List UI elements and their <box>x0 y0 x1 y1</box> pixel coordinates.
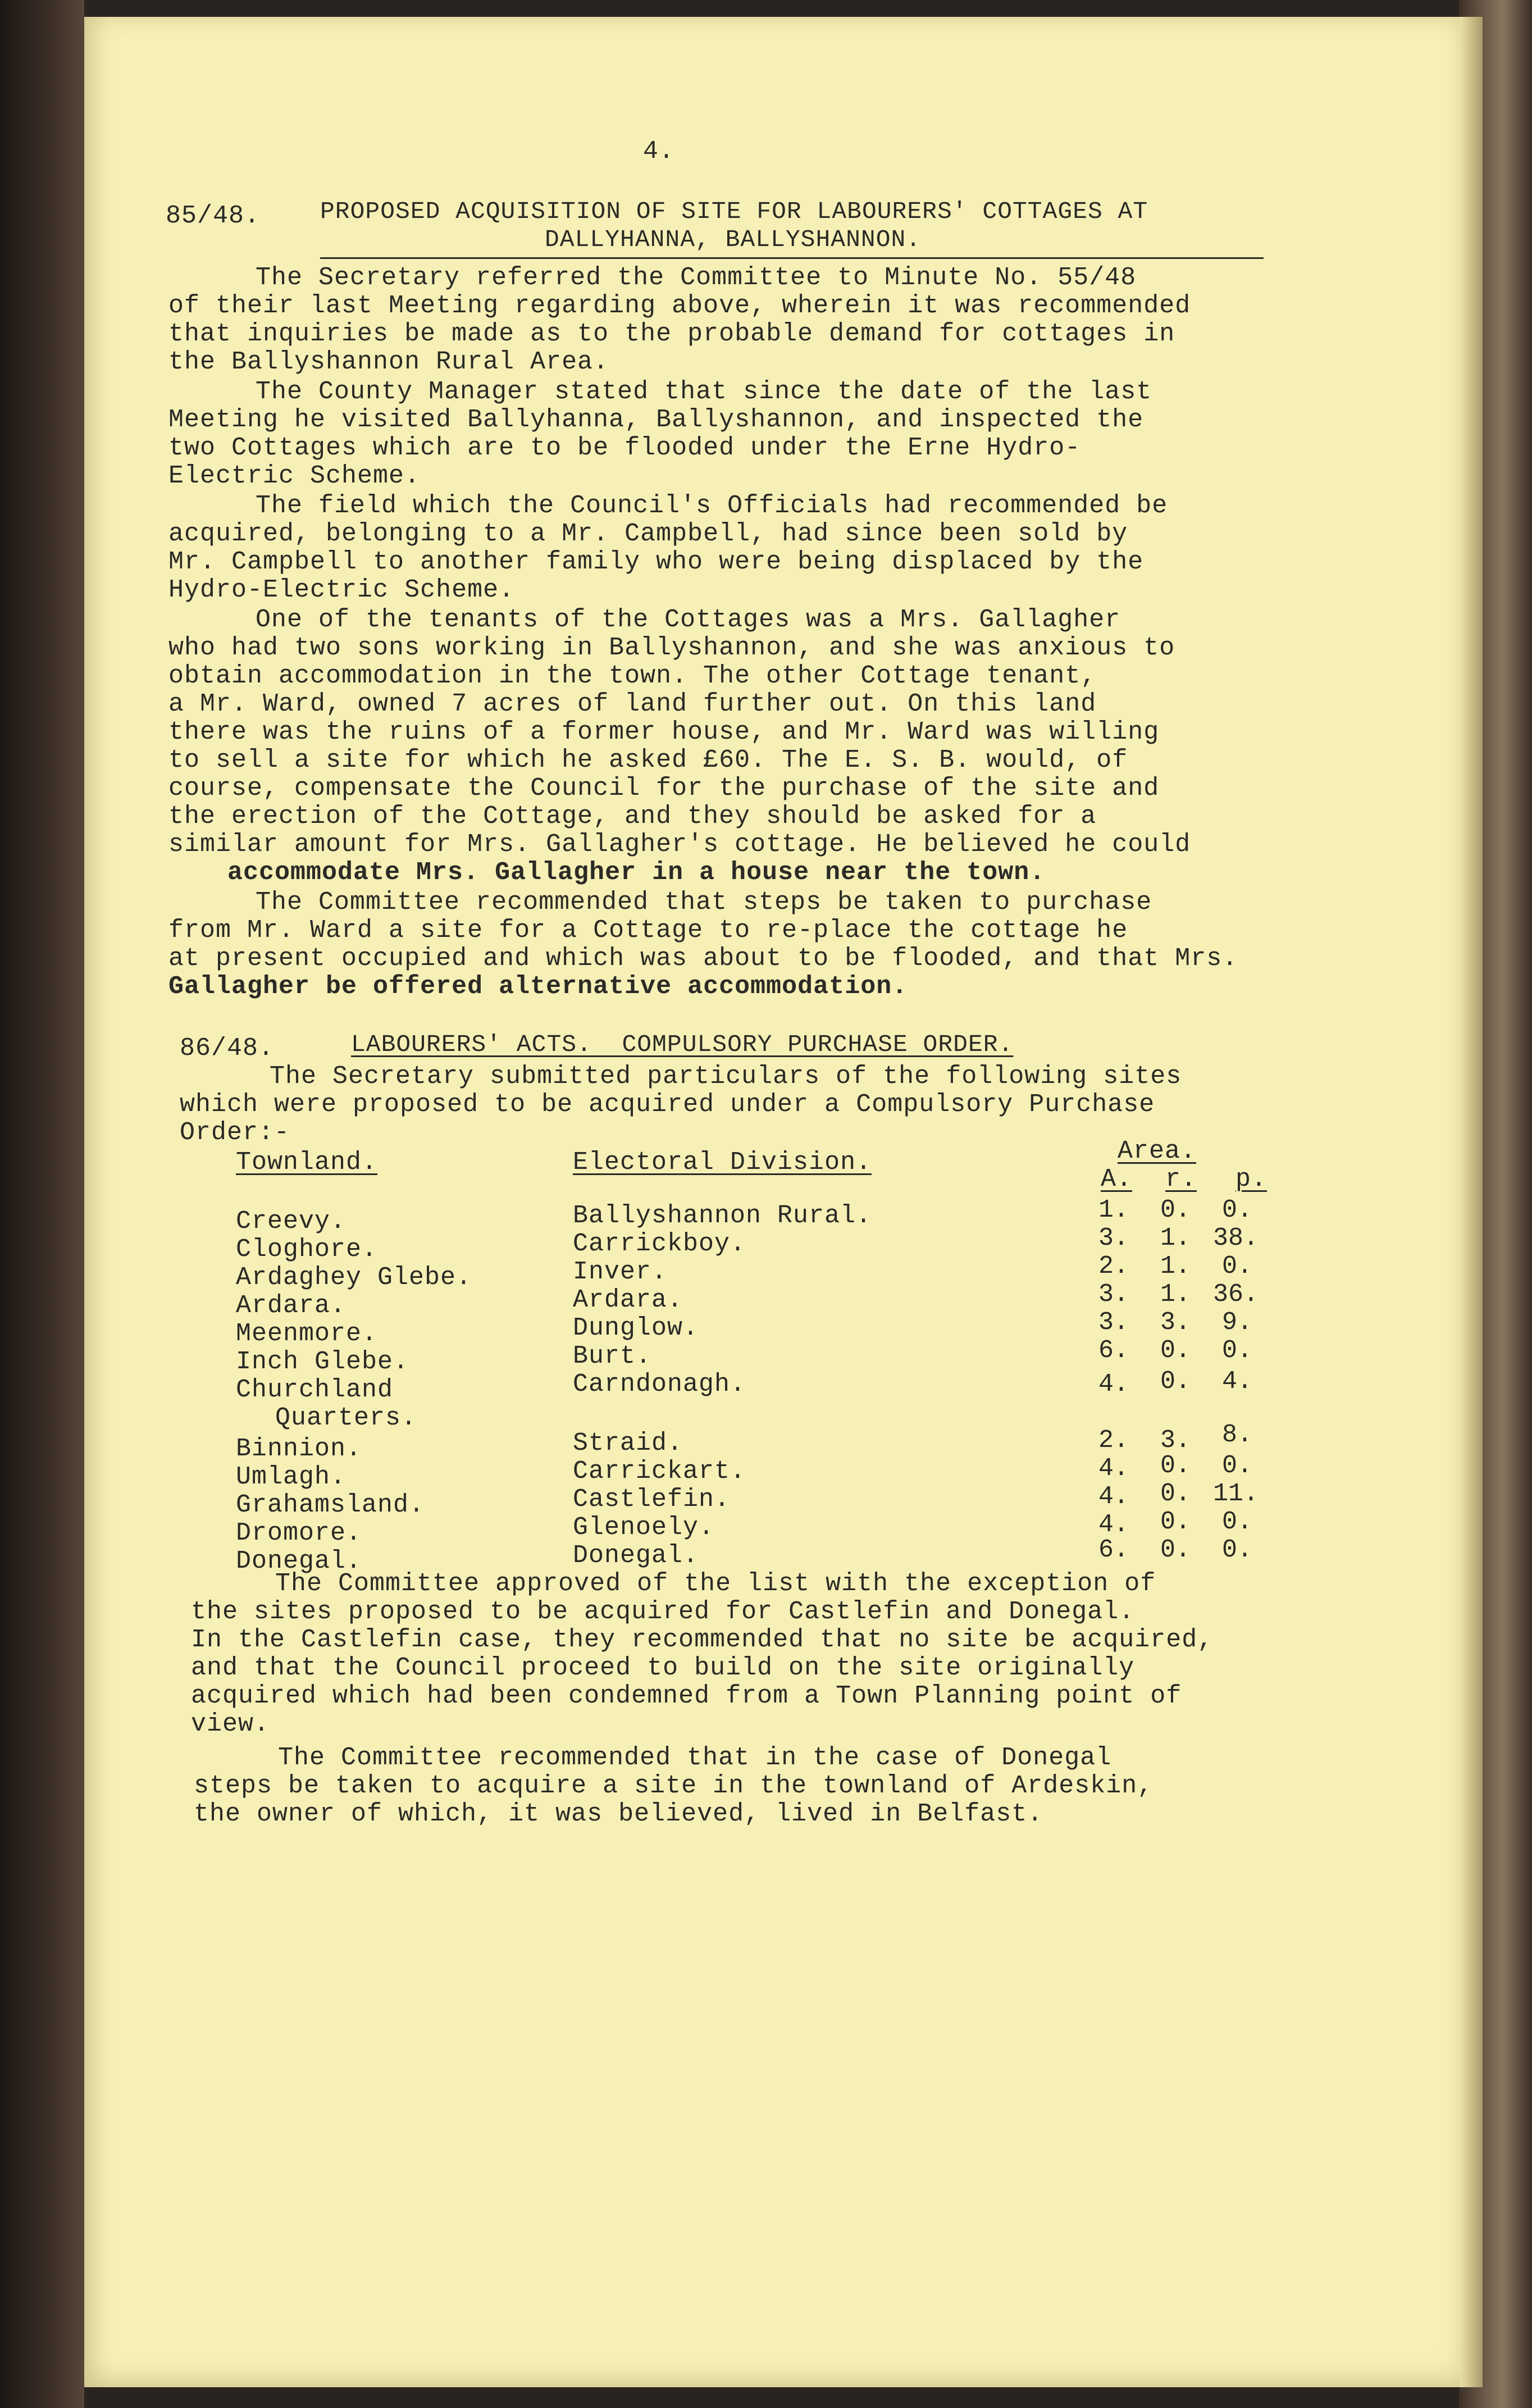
townland-cell: Grahamsland. <box>236 1491 425 1519</box>
townland-cell: Inch Glebe. <box>236 1348 409 1376</box>
division-cell: Ardara. <box>573 1286 683 1314</box>
acres-cell: 2. <box>1098 1426 1129 1455</box>
body-line: Hydro-Electric Scheme. <box>168 576 515 604</box>
acres-cell: 4. <box>1098 1370 1129 1399</box>
closing-line: view. <box>191 1710 270 1738</box>
header-perches: p. <box>1235 1165 1267 1194</box>
perches-cell: 0. <box>1221 1196 1252 1225</box>
book-binding-left <box>0 0 84 2408</box>
body-line: obtain accommodation in the town. The other Cottage tenant, <box>168 662 1097 690</box>
perches-cell: 0. <box>1221 1508 1252 1536</box>
division-cell: Ballyshannon Rural. <box>573 1201 872 1230</box>
body-line: Gallagher be offered alternative accommodation. <box>168 972 908 1001</box>
roods-cell: 0. <box>1160 1508 1191 1536</box>
acres-cell: 3. <box>1098 1308 1129 1337</box>
roods-cell: 0. <box>1160 1536 1191 1564</box>
division-cell: Dunglow. <box>573 1314 699 1342</box>
body-line: two Cottages which are to be flooded under the Erne Hydro- <box>168 434 1081 462</box>
closing-line: The Committee recommended that in the case of Donegal <box>278 1744 1112 1772</box>
body-line: there was the ruins of a former house, and Mr. Ward was willing <box>168 718 1160 746</box>
townland-cell: Donegal. <box>236 1547 362 1576</box>
townland-cell: Ardara. <box>236 1291 346 1320</box>
roods-cell: 0. <box>1160 1196 1191 1225</box>
perches-cell: 0. <box>1221 1451 1252 1480</box>
roods-cell: 0. <box>1160 1480 1191 1508</box>
townland-cell: Quarters. <box>275 1404 417 1432</box>
closing-line: the sites proposed to be acquired for Castlefin and Donegal. <box>191 1597 1135 1626</box>
body-line: a Mr. Ward, owned 7 acres of land further out. On this land <box>168 690 1097 718</box>
perches-cell: 36. <box>1213 1280 1259 1309</box>
division-cell: Castlefin. <box>573 1485 731 1514</box>
body-line: Meeting he visited Ballyhanna, Ballyshannon, and inspected the <box>168 406 1144 434</box>
acres-cell: 6. <box>1098 1536 1129 1564</box>
closing-line: and that the Council proceed to build on the site originally <box>191 1654 1135 1682</box>
townland-cell: Churchland <box>236 1376 394 1404</box>
roods-cell: 0. <box>1160 1367 1191 1396</box>
body-line: The field which the Council's Officials had recommended be <box>256 491 1168 520</box>
perches-cell: 4. <box>1221 1367 1252 1396</box>
header-acres: A. <box>1101 1165 1133 1194</box>
division-cell: Straid. <box>573 1429 683 1458</box>
closing-line: steps be taken to acquire a site in the townland of Ardeskin, <box>194 1772 1153 1800</box>
body-line: the Ballyshannon Rural Area. <box>168 348 609 376</box>
perches-cell: 9. <box>1221 1308 1252 1337</box>
document-page <box>84 17 1460 2387</box>
header-townland: Townland. <box>236 1148 378 1177</box>
acres-cell: 1. <box>1098 1196 1129 1225</box>
body-line: The Secretary referred the Committee to Minute No. 55/48 <box>256 263 1137 292</box>
body-line: accommodate Mrs. Gallagher in a house near the town. <box>227 858 1046 887</box>
body-line: who had two sons working in Ballyshannon, and she was anxious to <box>168 634 1175 662</box>
division-cell: Carrickart. <box>573 1457 746 1486</box>
intro-line: Order:- <box>180 1118 290 1147</box>
body-line: Electric Scheme. <box>168 462 421 490</box>
minute-85-title-line1: PROPOSED ACQUISITION OF SITE FOR LABOURERS' COTTAGES AT <box>320 198 1148 225</box>
intro-line: The Secretary submitted particulars of the following sites <box>270 1062 1182 1091</box>
header-roods: r. <box>1165 1165 1197 1194</box>
minute-85-number: 85/48. <box>166 202 261 230</box>
acres-cell: 2. <box>1098 1252 1129 1281</box>
division-cell: Donegal. <box>573 1541 699 1570</box>
body-line: acquired, belonging to a Mr. Campbell, had since been sold by <box>168 520 1128 548</box>
division-cell: Carrickboy. <box>573 1230 746 1258</box>
intro-line: which were proposed to be acquired under a Compulsory Purchase <box>180 1090 1155 1119</box>
perches-cell: 0. <box>1221 1252 1252 1281</box>
roods-cell: 3. <box>1160 1426 1191 1455</box>
body-line: Mr. Campbell to another family who were being displaced by the <box>168 548 1144 576</box>
perches-cell: 11. <box>1213 1480 1259 1508</box>
division-cell: Carndonagh. <box>573 1370 746 1399</box>
division-cell: Glenoely. <box>573 1513 715 1542</box>
perches-cell: 8. <box>1221 1421 1252 1449</box>
acres-cell: 4. <box>1098 1482 1129 1511</box>
townland-cell: Creevy. <box>236 1207 346 1236</box>
page-number: 4. <box>643 137 675 166</box>
acres-cell: 6. <box>1098 1336 1129 1365</box>
header-area: Area. <box>1118 1137 1197 1166</box>
perches-cell: 0. <box>1221 1336 1252 1365</box>
closing-line: In the Castlefin case, they recommended that no site be acquired, <box>191 1626 1214 1654</box>
body-line: at present occupied and which was about to be flooded, and that Mrs. <box>168 944 1238 973</box>
body-line: of their last Meeting regarding above, wherein it was recommended <box>168 292 1191 320</box>
townland-cell: Umlagh. <box>236 1463 346 1491</box>
minute-86-title: LABOURERS' ACTS. COMPULSORY PURCHASE ORDER. <box>351 1031 1014 1058</box>
body-line: that inquiries be made as to the probable demand for cottages in <box>168 320 1175 348</box>
closing-line: the owner of which, it was believed, lived in Belfast. <box>194 1800 1043 1828</box>
page-edge <box>1460 17 1483 2387</box>
roods-cell: 0. <box>1160 1336 1191 1365</box>
body-line: similar amount for Mrs. Gallagher's cottage. He believed he could <box>168 830 1191 859</box>
acres-cell: 3. <box>1098 1280 1129 1309</box>
townland-cell: Cloghore. <box>236 1235 378 1264</box>
roods-cell: 1. <box>1160 1224 1191 1253</box>
townland-cell: Binnion. <box>236 1435 362 1463</box>
townland-cell: Meenmore. <box>236 1319 378 1348</box>
body-line: to sell a site for which he asked £60. The E. S. B. would, of <box>168 746 1128 775</box>
perches-cell: 0. <box>1221 1536 1252 1564</box>
roods-cell: 3. <box>1160 1308 1191 1337</box>
roods-cell: 0. <box>1160 1451 1191 1480</box>
division-cell: Inver. <box>573 1258 668 1286</box>
acres-cell: 3. <box>1098 1224 1129 1253</box>
body-line: course, compensate the Council for the purchase of the site and <box>168 774 1160 803</box>
townland-cell: Ardaghey Glebe. <box>236 1263 472 1292</box>
body-line: The County Manager stated that since the date of the last <box>256 377 1152 406</box>
header-electoral-division: Electoral Division. <box>573 1148 872 1177</box>
title-underline <box>320 257 1264 259</box>
minute-86-number: 86/48. <box>180 1034 275 1063</box>
perches-cell: 38. <box>1213 1224 1259 1253</box>
townland-cell: Dromore. <box>236 1519 362 1547</box>
body-line: The Committee recommended that steps be taken to purchase <box>256 888 1152 917</box>
acres-cell: 4. <box>1098 1510 1129 1539</box>
closing-line: The Committee approved of the list with the exception of <box>275 1569 1156 1598</box>
division-cell: Burt. <box>573 1342 652 1371</box>
closing-line: acquired which had been condemned from a Town Planning point of <box>191 1682 1182 1710</box>
body-line: from Mr. Ward a site for a Cottage to re-place the cottage he <box>168 916 1128 945</box>
roods-cell: 1. <box>1160 1280 1191 1309</box>
roods-cell: 1. <box>1160 1252 1191 1281</box>
body-line: the erection of the Cottage, and they should be asked for a <box>168 802 1097 831</box>
acres-cell: 4. <box>1098 1454 1129 1483</box>
minute-85-title-line2: DALLYHANNA, BALLYSHANNON. <box>545 226 922 253</box>
body-line: One of the tenants of the Cottages was a Mrs. Gallagher <box>256 606 1121 634</box>
